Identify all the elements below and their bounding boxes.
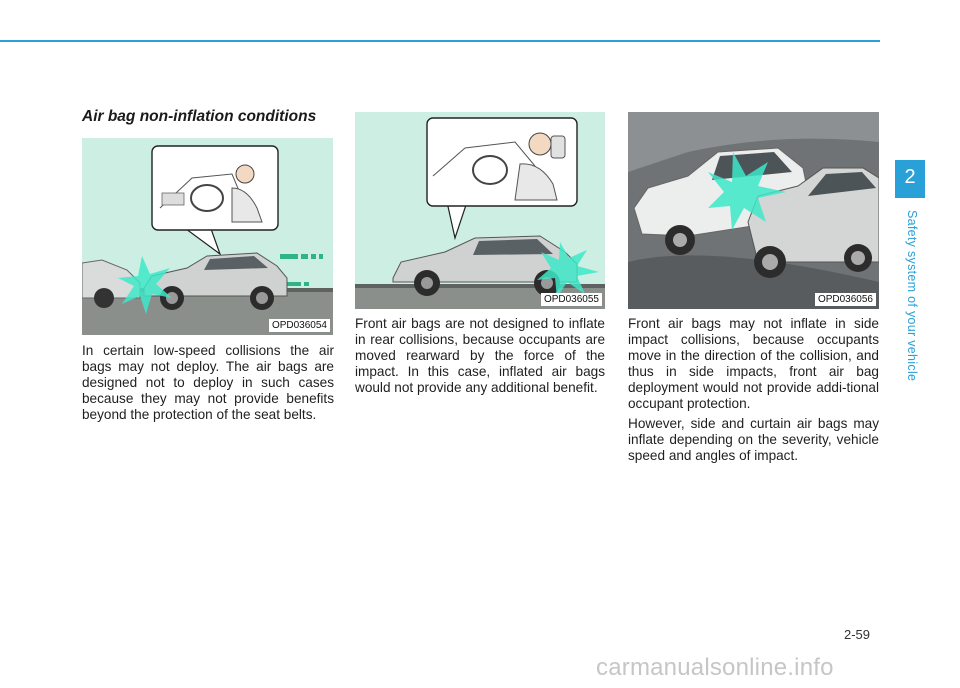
- figure-code: OPD036056: [815, 293, 876, 306]
- section-title: Air bag non-inflation conditions: [82, 108, 317, 125]
- page-number: 2-59: [844, 627, 871, 642]
- low-speed-collision-illustration: [82, 138, 333, 335]
- side-collision-illustration: [628, 112, 879, 309]
- figure-code: OPD036054: [269, 319, 330, 332]
- chapter-number: 2: [904, 166, 916, 188]
- paragraph-rear-collision: Front air bags are not designed to inflate in rear collisions, because occupants are moved rearward by the force of the impact. In this case, inflated air bags would not provide any additional benefit.: [355, 316, 605, 395]
- watermark: carmanualsonline.info: [596, 654, 834, 681]
- figure-code: OPD036055: [541, 293, 602, 306]
- paragraph-side-curtain: However, side and curtain air bags may inflate depending on the severity, vehicle speed and angles of impact.: [628, 416, 879, 463]
- paragraph-low-speed: In certain low-speed collisions the air bags may not deploy. The air bags are designed not to deploy in such cases because they may not provide benefits beyond the protection of the seat belts.: [82, 343, 334, 422]
- figure-rear-collision: [355, 112, 605, 309]
- chapter-title: Safety system of your vehicle: [905, 210, 919, 382]
- paragraph-side-impact: Front air bags may not inflate in side impact collisions, because occupants move in the direction of the collision, and thus in side impacts, front air bag deployment would not provide addi-tional occupant protection.: [628, 316, 879, 411]
- header-rule: [0, 40, 880, 42]
- figure-side-collision: [628, 112, 879, 309]
- figure-low-speed-collision: [82, 138, 333, 335]
- chapter-tab: [895, 160, 925, 198]
- rear-collision-illustration: [355, 112, 605, 309]
